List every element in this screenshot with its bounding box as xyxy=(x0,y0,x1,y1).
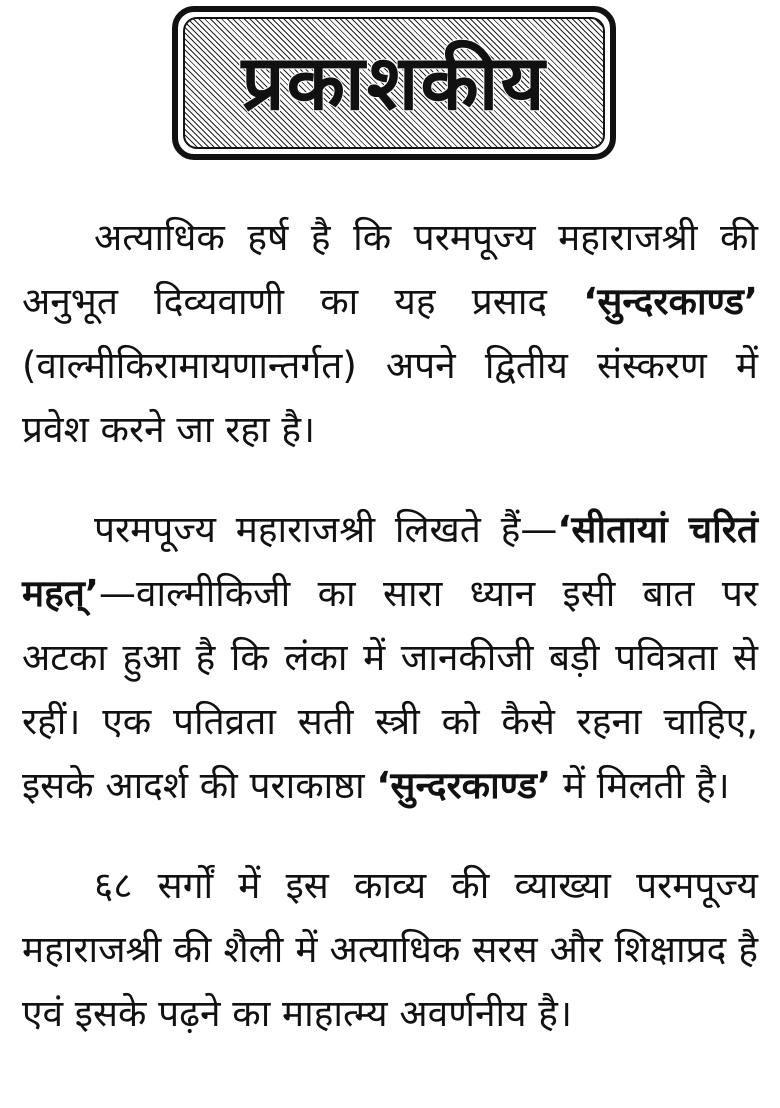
paragraph-1 xyxy=(22,206,758,462)
paragraph-2-text: में मिलती है। xyxy=(551,764,730,807)
paragraph-2-text: परमपूज्य महाराजश्री लिखते हैं— xyxy=(94,508,558,551)
page-title: प्रकाशकीय xyxy=(241,38,547,127)
paragraph-1-text: अत्याधिक हर्ष है कि परमपूज्य महाराजश्री की अनुभूत दिव्यवाणी का यह प्रसाद xyxy=(22,216,758,323)
paragraph-3 xyxy=(22,854,758,1046)
title-box xyxy=(172,6,616,160)
sanskrit-quote: ‘सीतायां चरितं महत्’ xyxy=(22,508,758,615)
paragraph-3-text: ६८ सर्गों में इस काव्य की व्याख्या परमपूज्य महाराजश्री की शैली में अत्याधिक सरस और शिक्षाप्रद है एवं इसके पढ़ने का माहात्म्य अवर्णनीय है। xyxy=(22,864,758,1035)
book-title-quote: ‘सुन्दरकाण्ड’ xyxy=(583,280,758,323)
body-text xyxy=(22,206,758,1046)
paragraph-2-text: —वाल्मीकिजी का सारा ध्यान इसी बात पर अटका हुआ है कि लंका में जानकीजी बड़ी पवित्रता से रहीं। एक पतिव्रता सती स्त्री को कैसे रहना चाहिए, इसके आदर्श की पराकाष्ठा xyxy=(22,572,758,807)
book-title-quote: ‘सुन्दरकाण्ड’ xyxy=(376,764,552,807)
paragraph-1-text: (वाल्मीकिरामायणान्तर्गत) अपने द्वितीय संस्करण में प्रवेश करने जा रहा है। xyxy=(22,344,758,451)
title-hatched-panel xyxy=(183,17,605,149)
paragraph-2 xyxy=(22,498,758,818)
